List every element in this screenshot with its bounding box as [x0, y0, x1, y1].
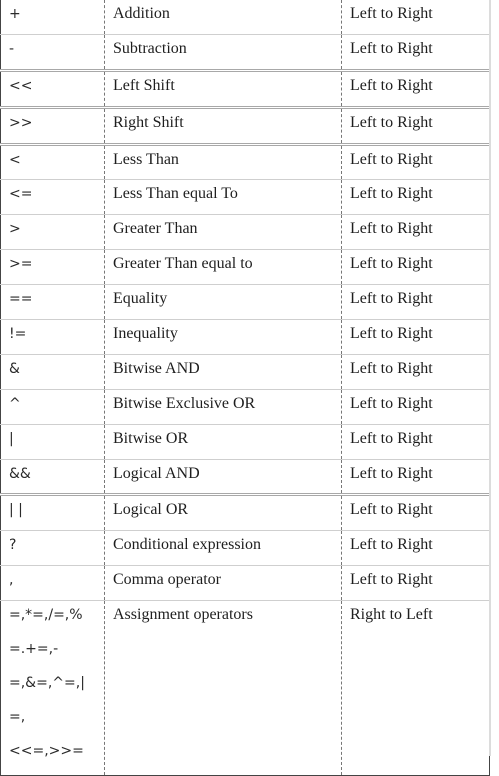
operator-symbol-cell: & [1, 354, 105, 389]
table-row [1, 0, 490, 34]
operator-symbol-cell: + [1, 0, 105, 34]
operator-symbol-cell: && [1, 459, 105, 495]
operator-symbol-cell: >= [1, 250, 105, 285]
table-row [1, 180, 490, 215]
operator-name-cell: Bitwise AND [105, 354, 342, 389]
operator-symbol-line: =,&=,^=,| [9, 675, 85, 692]
operator-symbol-cell: <= [1, 180, 105, 215]
associativity-cell: Left to Right [342, 107, 490, 144]
operator-name-cell: Bitwise OR [105, 424, 342, 459]
operator-name-cell: Addition [105, 0, 342, 34]
associativity-cell: Left to Right [342, 285, 490, 320]
associativity-cell: Left to Right [342, 144, 490, 180]
table-row [1, 70, 490, 107]
operator-name-cell: Comma operator [105, 566, 342, 601]
associativity-cell: Left to Right [342, 0, 490, 34]
table-row [1, 354, 490, 389]
operator-name-cell: Greater Than [105, 215, 342, 250]
operator-symbol-cell: ^ [1, 389, 105, 424]
associativity-cell: Left to Right [342, 180, 490, 215]
table-row [1, 320, 490, 355]
associativity-cell: Left to Right [342, 354, 490, 389]
operator-symbol-cell: != [1, 320, 105, 355]
operator-name-cell: Logical AND [105, 459, 342, 495]
table-row [1, 566, 490, 601]
operator-name-cell: Right Shift [105, 107, 342, 144]
associativity-cell: Left to Right [342, 566, 490, 601]
associativity-cell: Left to Right [342, 389, 490, 424]
table-row [1, 424, 490, 459]
operator-symbol-cell: - [1, 34, 105, 70]
associativity-cell: Left to Right [342, 531, 490, 566]
table-row [1, 215, 490, 250]
operator-symbol-line: =,*=,/=,% [9, 607, 83, 624]
associativity-cell: Left to Right [342, 320, 490, 355]
operator-symbol-line: <<=,>>= [9, 743, 84, 760]
operator-name-cell: Conditional expression [105, 531, 342, 566]
operator-symbol-cell: < [1, 144, 105, 180]
table-body [1, 0, 490, 776]
table-row [1, 531, 490, 566]
operator-symbol-line: =.+=,- [9, 641, 59, 658]
associativity-cell: Right to Left [342, 601, 490, 776]
associativity-cell: Left to Right [342, 250, 490, 285]
table-row [1, 389, 490, 424]
table-row-assignment [1, 601, 490, 776]
operator-symbol-line: =, [9, 709, 26, 726]
operator-symbol-cell: , [1, 566, 105, 601]
associativity-cell: Left to Right [342, 70, 490, 107]
operator-name-cell: Left Shift [105, 70, 342, 107]
operator-name-cell: Assignment operators [105, 601, 342, 776]
associativity-cell: Left to Right [342, 34, 490, 70]
operator-symbol-cell: >> [1, 107, 105, 144]
operator-symbol-cell: > [1, 215, 105, 250]
operator-name-cell: Logical OR [105, 495, 342, 531]
table-row [1, 285, 490, 320]
operator-symbol-cell: << [1, 70, 105, 107]
operator-name-cell: Equality [105, 285, 342, 320]
operator-name-cell: Bitwise Exclusive OR [105, 389, 342, 424]
operator-name-cell: Less Than equal To [105, 180, 342, 215]
operator-name-cell: Inequality [105, 320, 342, 355]
table-row [1, 495, 490, 531]
operator-symbol-cell [1, 601, 105, 776]
associativity-cell: Left to Right [342, 215, 490, 250]
table-row [1, 34, 490, 70]
associativity-cell: Left to Right [342, 459, 490, 495]
operator-name-cell: Subtraction [105, 34, 342, 70]
operator-symbol-cell: == [1, 285, 105, 320]
operator-symbol-cell: ? [1, 531, 105, 566]
associativity-cell: Left to Right [342, 424, 490, 459]
operator-symbol-cell: | | [1, 495, 105, 531]
table-row [1, 107, 490, 144]
table-row [1, 459, 490, 495]
operator-name-cell: Greater Than equal to [105, 250, 342, 285]
operator-name-cell: Less Than [105, 144, 342, 180]
operator-symbol-cell: | [1, 424, 105, 459]
page-edge-shadow [489, 0, 491, 756]
table-row [1, 250, 490, 285]
table-row [1, 144, 490, 180]
associativity-cell: Left to Right [342, 495, 490, 531]
